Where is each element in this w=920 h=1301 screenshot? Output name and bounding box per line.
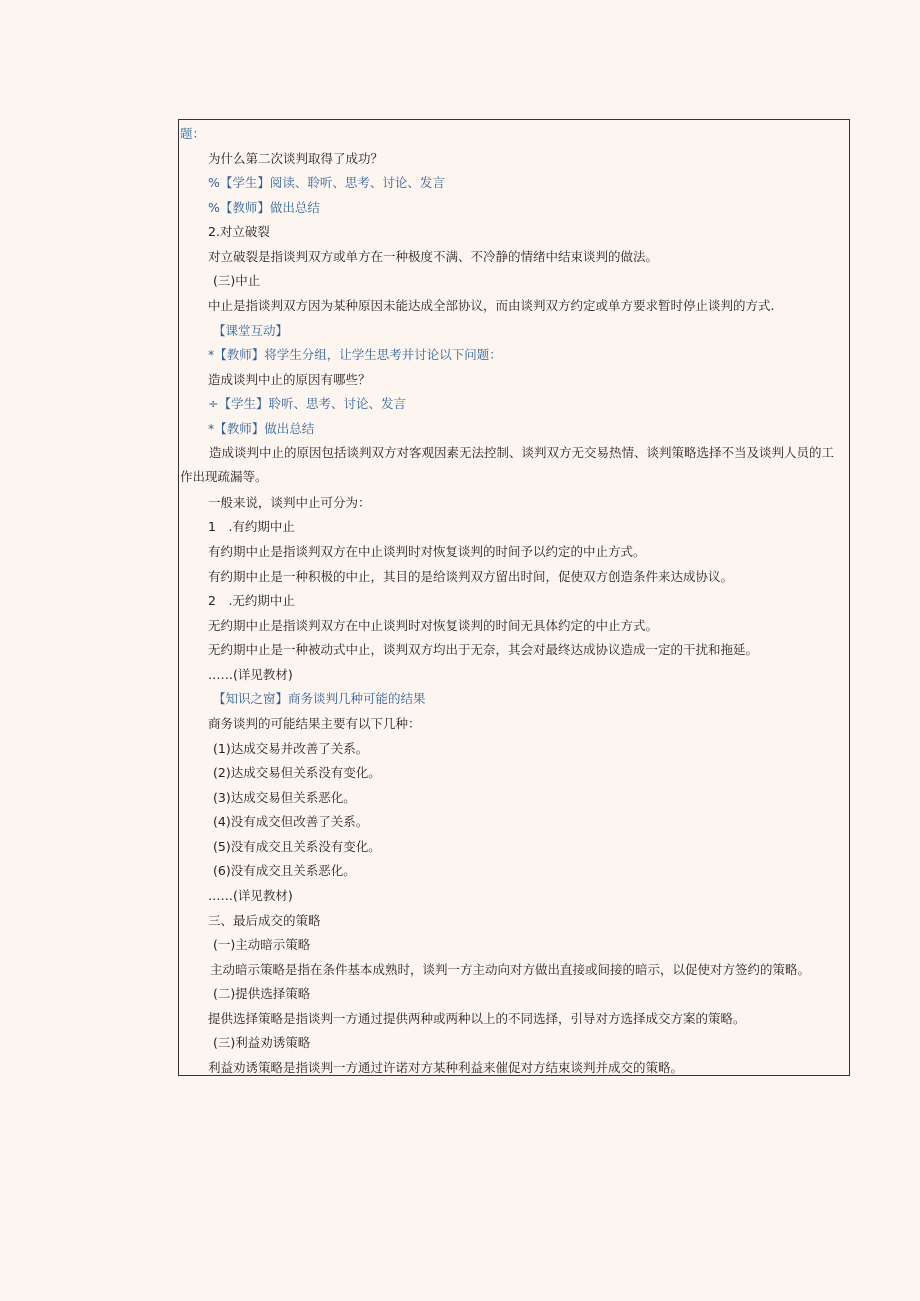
prompt-label: 题： <box>180 126 206 141</box>
paragraph: 无约期中止是一种被动式中止，谈判双方均出于无奈，其会对最终达成协议造成一定的干扰和拖延。 <box>208 642 759 657</box>
subsection-heading: (一)主动暗示策略 <box>213 937 311 952</box>
paragraph: 对立破裂是指谈判双方或单方在一种极度不满、不冷静的情绪中结束谈判的做法。 <box>208 249 659 264</box>
paragraph: 无约期中止是指谈判双方在中止谈判时对恢复谈判的时间无具体约定的中止方式。 <box>208 618 659 633</box>
see-textbook-note: ……(详见教材) <box>208 667 293 682</box>
list-item: (4)没有成交但改善了关系。 <box>213 814 369 829</box>
knowledge-window-heading: 【知识之窗】商务谈判几种可能的结果 <box>213 691 426 706</box>
list-item: (5)没有成交且关系没有变化。 <box>213 839 381 854</box>
section-heading: 三、最后成交的策略 <box>208 913 321 928</box>
paragraph: 有约期中止是一种积极的中止，其目的是给谈判双方留出时间，促使双方创造条件来达成协议。 <box>208 569 734 584</box>
paragraph: 主动暗示策略是指在条件基本成熟时，谈判一方主动向对方做出直接或间接的暗示，以促使对方签约的策略。 <box>210 962 811 977</box>
subsection-heading: (三)利益劝诱策略 <box>213 1035 311 1050</box>
paragraph: 利益劝诱策略是指谈判一方通过许诺对方某种利益来催促对方结束谈判并成交的策略。 <box>208 1060 684 1075</box>
paragraph: 一般来说，谈判中止可分为： <box>208 495 371 510</box>
list-item: (3)达成交易但关系恶化。 <box>213 790 356 805</box>
question-line: 为什么第二次谈判取得了成功？ <box>208 151 384 166</box>
teacher-summary: %【教师】做出总结 <box>208 200 320 215</box>
section-heading: (三)中止 <box>213 273 261 288</box>
paragraph: 提供选择策略是指谈判一方通过提供两种或两种以上的不同选择，引导对方选择成交方案的策略。 <box>208 1011 746 1026</box>
classroom-interaction-heading: 【课堂互动】 <box>213 323 289 338</box>
paragraph: 有约期中止是指谈判双方在中止谈判时对恢复谈判的时间予以约定的中止方式。 <box>208 544 646 559</box>
paragraph: 商务谈判的可能结果主要有以下几种： <box>208 716 421 731</box>
list-item: (2)达成交易但关系没有变化。 <box>213 765 381 780</box>
list-item: (6)没有成交且关系恶化。 <box>213 863 356 878</box>
student-activity: %【学生】阅读、聆听、思考、讨论、发言 <box>208 175 445 190</box>
teacher-instruction: *【教师】将学生分组，让学生思考并讨论以下问题： <box>208 347 502 362</box>
paragraph: 造成谈判中止的原因包括谈判双方对客观因素无法控制、谈判双方无交易热情、谈判策略选择不当及谈判人员的工作出现疏漏等。 <box>180 445 835 484</box>
list-item: 2 .无约期中止 <box>208 593 295 608</box>
question-line: 造成谈判中止的原因有哪些？ <box>208 372 371 387</box>
subsection-heading: (二)提供选择策略 <box>213 986 311 1001</box>
section-heading: 2.对立破裂 <box>208 224 270 239</box>
list-item: 1 .有约期中止 <box>208 519 295 534</box>
teacher-summary: *【教师】做出总结 <box>208 421 315 436</box>
see-textbook-note: ……(详见教材) <box>208 888 293 903</box>
list-item: (1)达成交易并改善了关系。 <box>213 741 369 756</box>
student-activity: ÷【学生】聆听、思考、讨论、发言 <box>208 396 406 411</box>
paragraph: 中止是指谈判双方因为某种原因未能达成全部协议，而由谈判双方约定或单方要求暂时停止谈判的方式. <box>208 298 775 313</box>
